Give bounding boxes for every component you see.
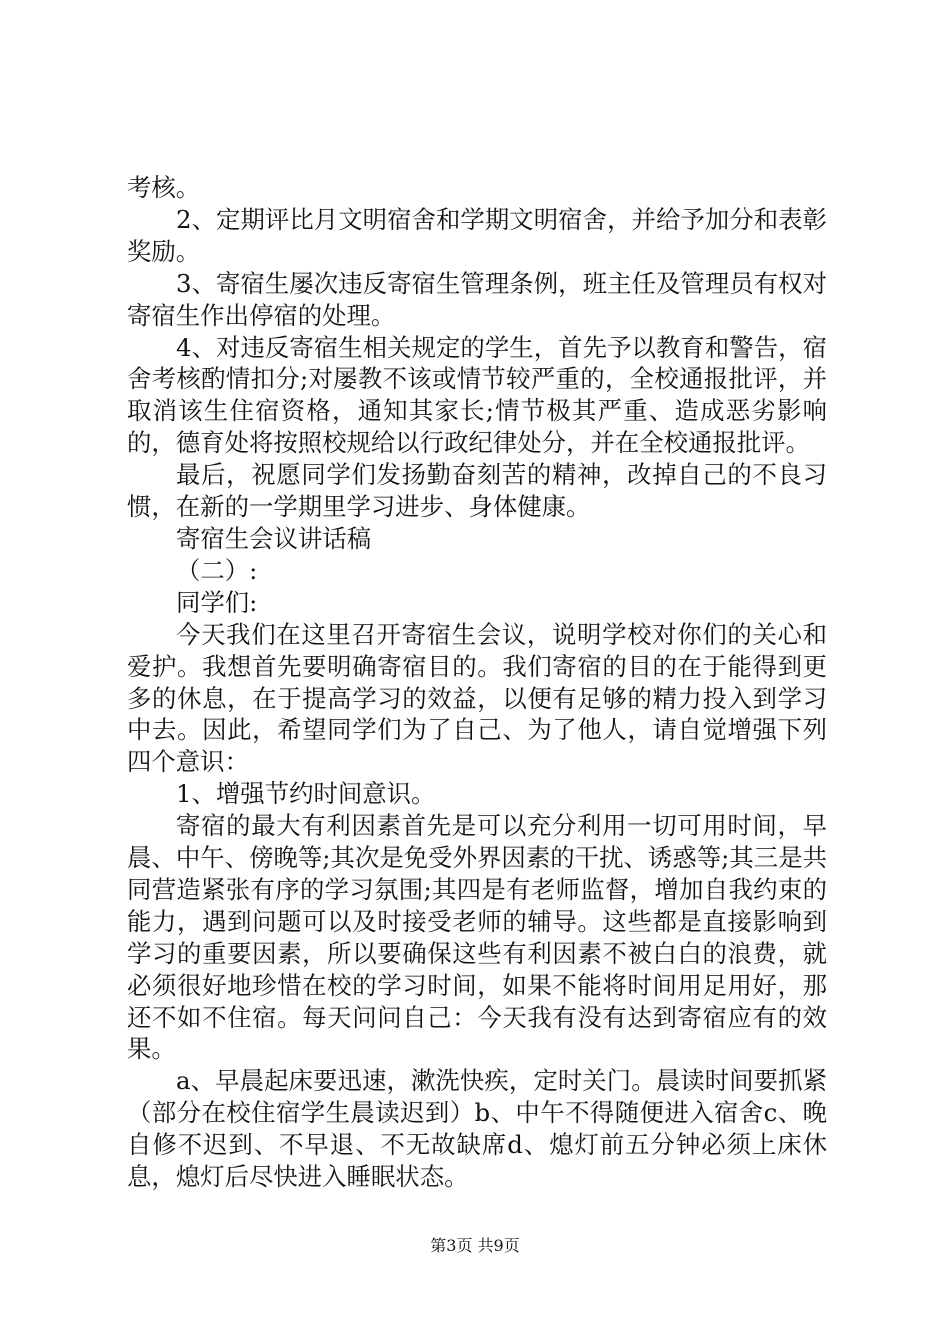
paragraph: 考核。 — [127, 173, 201, 202]
list-heading: 1、增强节约时间意识。 — [176, 779, 436, 809]
paragraph: 寄宿的最大有利因素首先是可以充分利用一切可用时间，早晨、中午、傍晚等;其次是免受外界因素的干扰、诱惑等;其三是共同营造紧张有序的学习氛围;其四是有老师监督，增加自我约束的能力，遇到问题可以及时接受老师的辅导。这些都是直接影响到学习的重要因素，所以要确保这些有利因素不被白白的浪费，就必须很好地珍惜在校的学习时间，如果不能将时间用足用好，那还不如不住宿。每天问问自己：今天我有没有达到寄宿应有的效果。 — [127, 811, 827, 1064]
paragraph: 2、定期评比月文明宿舍和学期文明宿舍，并给予加分和表彰奖励。 — [127, 204, 827, 266]
body-text — [127, 172, 827, 1193]
salutation: 同学们: — [176, 587, 258, 617]
section-subtitle: （二）: — [176, 555, 258, 585]
paragraph: 今天我们在这里召开寄宿生会议，说明学校对你们的关心和爱护。我想首先要明确寄宿目的。我们寄宿的目的在于能得到更多的休息，在于提高学习的效益，以便有足够的精力投入到学习中去。因此，希望同学们为了自己、为了他人，请自觉增强下列四个意识： — [127, 619, 827, 777]
paragraph: a、早晨起床要迅速，漱洗快疾，定时关门。晨读时间要抓紧（部分在校住宿学生晨读迟到）b、中午不得随便进入宿舍c、晚自修不迟到、不早退、不无故缺席d、熄灯前五分钟必须上床休息，熄灯后尽快进入睡眠状态。 — [127, 1066, 827, 1192]
section-title: 寄宿生会议讲话稿 — [176, 523, 372, 553]
paragraph: 3、寄宿生屡次违反寄宿生管理条例，班主任及管理员有权对寄宿生作出停宿的处理。 — [127, 268, 827, 330]
page-number-footer: 第3页 共9页 — [430, 1236, 520, 1255]
paragraph: 最后，祝愿同学们发扬勤奋刻苦的精神，改掉自己的不良习惯，在新的一学期里学习进步、身体健康。 — [127, 460, 827, 522]
paragraph: 4、对违反寄宿生相关规定的学生，首先予以教育和警告，宿舍考核酌情扣分;对屡教不该或情节较严重的，全校通报批评，并取消该生住宿资格，通知其家长;情节极其严重、造成恶劣影响的，德育处将按照校规给以行政纪律处分，并在全校通报批评。 — [127, 332, 827, 458]
